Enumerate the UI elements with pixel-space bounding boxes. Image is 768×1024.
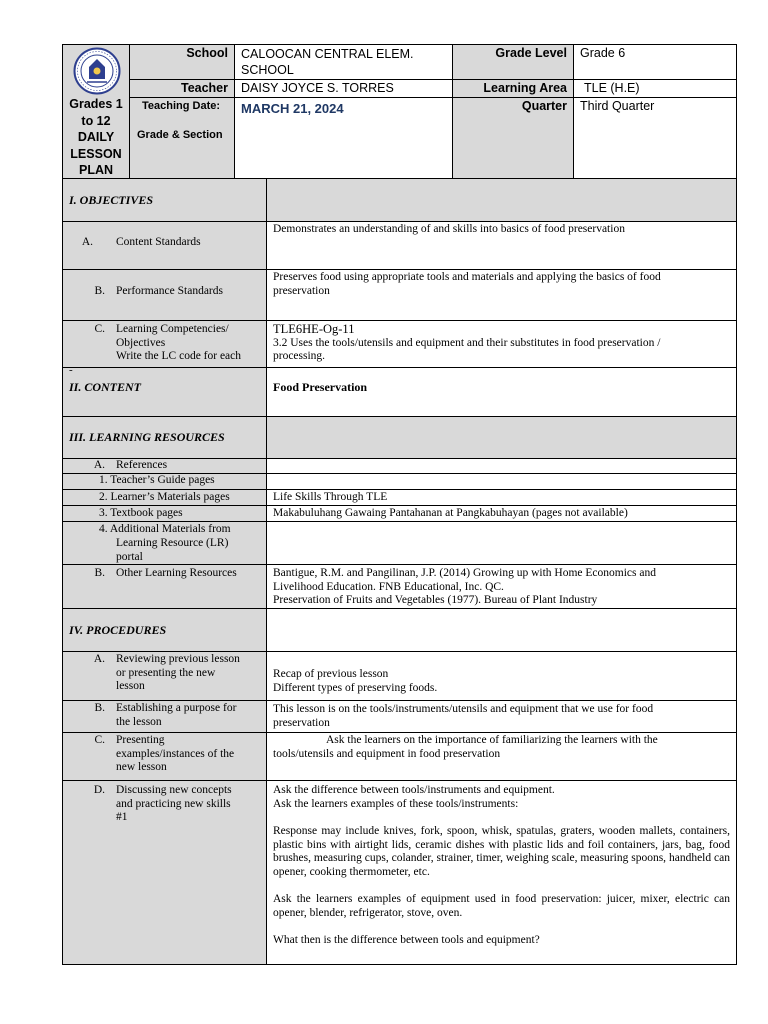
content-value-cell <box>266 367 737 417</box>
grade-level-value <box>573 44 737 80</box>
references-label <box>62 458 267 474</box>
dash-mark: - <box>69 364 73 376</box>
procedure-d-label <box>62 780 267 965</box>
marker: C. <box>94 734 105 746</box>
title-line: to 12 <box>81 113 111 128</box>
teaching-date-text: MARCH 21, 2024 <box>241 101 344 116</box>
school-value <box>234 44 453 80</box>
content-standards-label <box>62 221 267 270</box>
quarter-value-text: Third Quarter <box>580 99 655 113</box>
marker: C. <box>94 323 105 335</box>
paragraph: What then is the difference between tools and equipment? <box>273 934 540 946</box>
teacher-value-text: DAISY JOYCE S. TORRES <box>241 81 394 95</box>
lc-code: TLE6HE-Og-11 <box>273 322 355 336</box>
text-line: processing. <box>273 350 326 362</box>
procedure-a-label <box>62 651 267 701</box>
label-line: Write the LC code for each <box>116 350 242 362</box>
label-line: Reviewing previous lesson <box>116 653 240 665</box>
learners-materials-label <box>62 489 267 506</box>
label-text: References <box>116 459 168 471</box>
content-standards-value <box>266 221 737 270</box>
label-line: new lesson <box>116 761 167 773</box>
marker: A. <box>81 236 93 248</box>
procedures-value-cell <box>266 608 737 652</box>
paragraph: Ask the learners examples of these tools/instruments: <box>273 797 519 810</box>
objectives-heading-cell <box>62 178 267 222</box>
school-value-line: CALOOCAN CENTRAL ELEM. <box>241 47 414 61</box>
label-line: Objectives <box>116 336 166 349</box>
content-heading: II. CONTENT <box>69 380 142 394</box>
title-line: PLAN <box>78 163 114 177</box>
resources-heading-cell <box>62 416 267 459</box>
paragraph: Response may include knives, fork, spoon, whisk, spatulas, graters, wooden mallets, containers, plastic bins with airtight lids, ceramic dishes with plastic lids and foil containers, jars, bag, food brushes, measuring cups, colander, strainer, timer, weighing scale, measuring spoons, handheld can opener, cooking thermometer, etc. <box>273 825 730 878</box>
content-standards-text: Demonstrates an understanding of and skills into basics of food preservation <box>273 223 625 235</box>
grade-section-label-text: Grade & Section <box>137 129 223 141</box>
label-line: 4. Additional Materials from <box>99 523 231 535</box>
label-text: 2. Learner’s Materials pages <box>99 491 230 503</box>
learning-area-label <box>452 79 574 98</box>
teaching-date-label <box>129 97 235 179</box>
school-label <box>129 44 235 80</box>
competencies-value <box>266 320 737 368</box>
teacher-value <box>234 79 453 98</box>
paragraph: Ask the learners examples of equipment used in food preservation: juicer, mixer, electric can opener, blender, refrigerator, stove, oven. <box>273 893 730 919</box>
value-text: Makabuluhang Gawaing Pantahanan at Pangkabuhayan (pages not available) <box>273 507 628 519</box>
text-line: 3.2 Uses the tools/utensils and equipment and their substitutes in food preservation / <box>273 336 661 349</box>
label-line: Learning Resource (LR) <box>116 537 229 549</box>
procedure-b-value <box>266 700 737 733</box>
competencies-label <box>62 320 267 368</box>
label-line: Presenting <box>116 734 165 746</box>
additional-materials-value <box>266 521 737 565</box>
title-line: DAILY <box>77 130 115 144</box>
label-text: 1. Teacher’s Guide pages <box>99 474 215 486</box>
marker: B. <box>94 567 105 579</box>
value-text: Life Skills Through TLE <box>273 491 388 503</box>
marker: B. <box>94 702 105 714</box>
resources-heading: III. LEARNING RESOURCES <box>69 430 225 444</box>
teachers-guide-label <box>62 473 267 490</box>
procedure-b-label <box>62 700 267 733</box>
content-value: Food Preservation <box>273 380 368 394</box>
title-line: Grades 1 <box>69 97 123 111</box>
label-text: Other Learning Resources <box>116 567 237 579</box>
text-line: Preserves food using appropriate tools and materials and applying the basics of food <box>273 271 661 283</box>
procedure-c-value <box>266 732 737 781</box>
teachers-guide-value <box>266 473 737 490</box>
label-line: Discussing new concepts <box>116 784 232 796</box>
procedure-c-label <box>62 732 267 781</box>
label-text: 3. Textbook pages <box>99 507 183 519</box>
marker: D. <box>93 784 105 796</box>
label-line: lesson <box>116 680 145 692</box>
resources-value-cell <box>266 416 737 459</box>
references-value <box>266 458 737 474</box>
procedures-heading: IV. PROCEDURES <box>69 623 167 637</box>
objectives-heading: I. OBJECTIVES <box>69 193 154 207</box>
performance-standards-value <box>266 269 737 321</box>
textbook-label <box>62 505 267 522</box>
teaching-date-label-text: Teaching Date: <box>142 100 221 112</box>
title-text <box>62 96 130 179</box>
value-line: Livelihood Education. FNB Educational, Inc. QC. <box>273 580 504 593</box>
teacher-label <box>129 79 235 98</box>
label-text: Performance Standards <box>116 285 223 297</box>
procedures-heading-cell <box>62 608 267 652</box>
label-line: examples/instances of the <box>116 747 235 760</box>
school-label-text: School <box>186 46 228 60</box>
value-line: Ask the learners on the importance of familiarizing the learners with the <box>326 734 658 746</box>
quarter-value <box>573 97 737 179</box>
teaching-date-value <box>234 97 453 179</box>
performance-standards-label <box>62 269 267 321</box>
learning-area-label-text: Learning Area <box>483 81 567 95</box>
paragraph: Ask the difference between tools/instruments and equipment. <box>273 784 555 796</box>
label-line: and practicing new skills <box>116 797 231 810</box>
value-line: tools/utensils and equipment in food preservation <box>273 747 501 760</box>
quarter-label-text: Quarter <box>521 99 567 113</box>
marker: B. <box>94 285 105 297</box>
title-line: LESSON <box>70 146 122 161</box>
value-line: Different types of preserving foods. <box>273 681 438 694</box>
value-line: preservation <box>273 716 330 729</box>
other-resources-label <box>62 564 267 609</box>
text-line: preservation <box>273 284 330 297</box>
content-heading-cell <box>62 364 267 417</box>
learning-area-value <box>573 79 737 98</box>
label-text: Content Standards <box>116 236 201 248</box>
additional-materials-label <box>62 521 267 565</box>
label-line: Learning Competencies/ <box>116 323 229 335</box>
value-line: This lesson is on the tools/instruments/utensils and equipment that we use for food <box>273 703 654 715</box>
label-line: #1 <box>116 811 128 823</box>
label-line: Establishing a purpose for <box>116 702 237 714</box>
label-line: or presenting the new <box>116 666 216 679</box>
deped-seal-icon <box>73 47 121 95</box>
value-line: Recap of previous lesson <box>273 668 389 680</box>
grade-level-label-text: Grade Level <box>495 46 567 60</box>
value-line: Bantigue, R.M. and Pangilinan, J.P. (2014) Growing up with Home Economics and <box>273 567 656 579</box>
objectives-value-cell <box>266 178 737 222</box>
procedure-a-value <box>266 651 737 701</box>
school-value-line: SCHOOL <box>241 63 294 77</box>
textbook-value <box>266 505 737 522</box>
marker: A. <box>93 653 105 665</box>
label-line: the lesson <box>116 715 162 728</box>
grade-level-value-text: Grade 6 <box>580 46 626 60</box>
teacher-label-text: Teacher <box>180 81 228 95</box>
procedure-d-value <box>266 780 737 965</box>
learning-area-value-text: TLE (H.E) <box>584 81 640 95</box>
other-resources-value <box>266 564 737 609</box>
value-line: Preservation of Fruits and Vegetables (1977). Bureau of Plant Industry <box>273 594 598 606</box>
quarter-label <box>452 97 574 179</box>
learners-materials-value <box>266 489 737 506</box>
grade-level-label <box>452 44 574 80</box>
label-line: portal <box>116 551 143 563</box>
marker: A. <box>93 459 105 471</box>
